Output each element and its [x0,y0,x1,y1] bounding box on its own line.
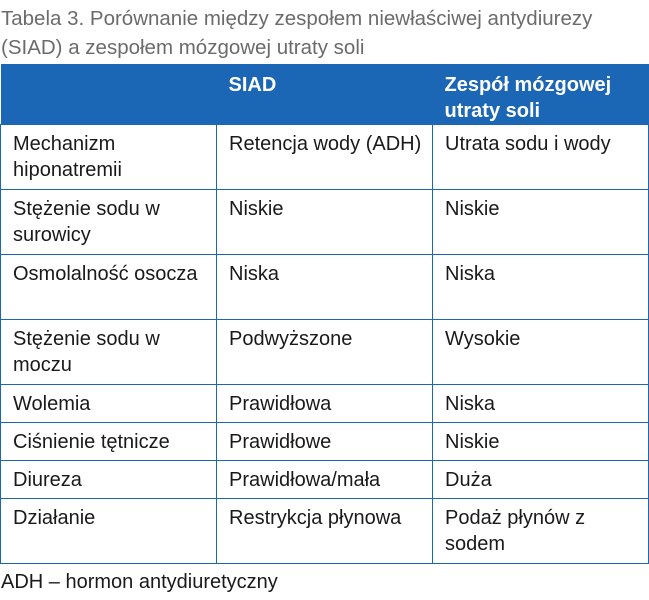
row-label: Osmolalność osocza [1,255,217,320]
header-cell-siad: SIAD [217,64,433,125]
csw-value: Niska [433,255,649,320]
csw-value: Utrata sodu i wody [433,125,649,190]
csw-value: Wysokie [433,320,649,385]
header-cell-csw: Zespół mózgowej utraty soli [433,64,649,125]
siad-value: Restrykcja płynowa [217,499,433,564]
table-header-row [1,64,649,125]
table-row [1,385,649,423]
csw-value: Duża [433,461,649,499]
siad-value: Podwyższone [217,320,433,385]
table-row [1,125,649,190]
row-label: Stężenie sodu w moczu [1,320,217,385]
header-cell-empty [1,64,217,125]
row-label: Ciśnienie tętnicze [1,423,217,461]
table-row [1,190,649,255]
table-row [1,320,649,385]
footnote: ADH – hormon antydiuretyczny [1,571,278,593]
row-label: Działanie [1,499,217,564]
table-row [1,499,649,564]
table-row [1,423,649,461]
row-label: Stężenie sodu w surowicy [1,190,217,255]
csw-value: Podaż płynów z sodem [433,499,649,564]
table-row [1,461,649,499]
table-caption [1,4,646,62]
row-label: Mechanizm hiponatremii [1,125,217,190]
csw-value: Niskie [433,423,649,461]
comparison-table [0,64,649,564]
csw-value: Niskie [433,190,649,255]
csw-value: Niska [433,385,649,423]
caption-line-2: (SIAD) a zespołem mózgowej utraty soli [1,36,365,59]
siad-value: Retencja wody (ADH) [217,125,433,190]
row-label: Diureza [1,461,217,499]
table-row [1,255,649,320]
row-label: Wolemia [1,385,217,423]
siad-value: Niska [217,255,433,320]
siad-value: Prawidłowa [217,385,433,423]
siad-value: Prawidłowe [217,423,433,461]
siad-value: Prawidłowa/mała [217,461,433,499]
siad-value: Niskie [217,190,433,255]
caption-line-1: Tabela 3. Porównanie między zespołem niewłaściwej antydiurezy [1,7,593,30]
